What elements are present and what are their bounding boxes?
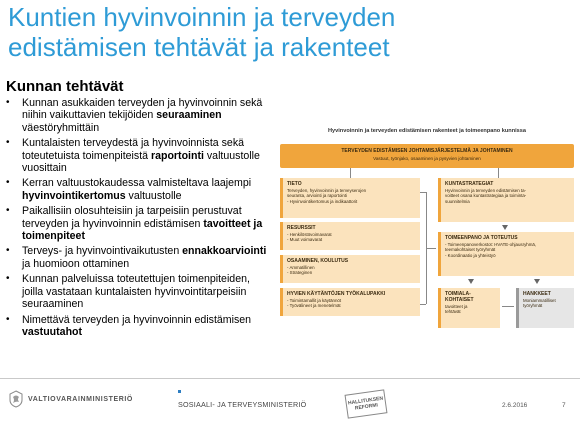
connector-line [350, 168, 351, 178]
section-heading: Kunnan tehtävät [6, 78, 124, 95]
ministry-of-social-affairs-label: SOSIAALI- JA TERVEYSMINISTERIÖ [178, 400, 307, 409]
bullet-item: • Kunnan palveluissa toteutettujen toimenpiteiden, joilla vastataan kuntalaisten hyvinvointitarpeisiin seuraaminen [4, 273, 272, 310]
reform-stamp: HALLITUKSEN REFORMI [345, 389, 388, 418]
toimialakohtaiset-box: TOIMIALA- KOHTAISET tavoitteet ja tehtävät [438, 288, 500, 328]
arrow-down-icon [468, 279, 474, 284]
hankkeet-box: HANKKEET Moniammatilliset työryhmät [516, 288, 574, 328]
double-arrow-line [502, 306, 514, 307]
ministry-of-finance-label: VALTIOVARAINMINISTERIÖ [28, 396, 133, 403]
stm-logo-mark [178, 390, 181, 393]
lion-crest-icon [8, 390, 24, 408]
connector-line [498, 168, 499, 178]
title-line-2: edistämisen tehtävät ja rakenteet [8, 32, 390, 62]
osaaminen-box: OSAAMINEN, KOULUTUS - Ammatillinen - Strateginen [280, 255, 420, 283]
bullet-item: • Terveys- ja hyvinvointivaikutusten ennakkoarviointi ja huomioon ottaminen [4, 245, 272, 270]
arrow-down-icon [534, 279, 540, 284]
slide-footer [0, 388, 580, 418]
resurssit-box: RESURSSIT - Henkilöstövoimavarat - Muut voimavarat [280, 222, 420, 250]
bullet-item: • Kuntalaisten terveydestä ja hyvinvoinnista sekä toteutetuista toimenpiteistä raportointi valtuustolle vuosittain [4, 137, 272, 174]
slide-title [8, 2, 578, 62]
kuntastrategiat-box: KUNTASTRATEGIAT Hyvinvoinnin ja terveyden edistämisen ta- voitteet osana kuntastrategiaa ja toiminta- suunnitelmia [438, 178, 574, 222]
arrow-down-icon [502, 225, 508, 230]
title-line-1: Kuntien hyvinvoinnin ja terveyden [8, 2, 396, 32]
bullet-item: • Nimettävä terveyden ja hyvinvoinnin edistämisen vastuutahot [4, 314, 272, 339]
footer-divider [0, 378, 580, 379]
structure-diagram [276, 122, 578, 340]
bullet-item: • Paikallisiin olosuhteisiin ja tarpeisiin perustuvat terveyden ja hyvinvoinnin edistämisen tavoitteet ja toimenpiteet [4, 205, 272, 242]
tieto-box: TIETO Terveyden, hyvinvoinnin ja terveyserojen seuranta, arviointi ja raportointi - Hyvinvointikertomus ja indikaattorit [280, 178, 420, 218]
page-number: 7 [562, 402, 566, 409]
task-bullet-list [4, 97, 272, 341]
toimeenpano-box: TOIMEENPANO JA TOTEUTUS - Toimeenpanoverkostot: HVATE-ohjausryhmä, teemakohtaiset työryhmät - Koordinaatio ja yhteistyö [438, 232, 574, 276]
diagram-title: Hyvinvoinnin ja terveyden edistämisen rakenteet ja toimeenpano kunnissa [327, 128, 527, 134]
slide-date: 2.6.2016 [502, 402, 528, 409]
tyokalupakki-box: HYVIEN KÄYTÄNTÖJEN TYÖKALUPAKKI - Toimintamallit ja käytännöt - Työvälineet ja menetelmät [280, 288, 420, 316]
management-system-box: TERVEYDEN EDISTÄMISEN JOHTAMISJÄRJESTELMÄ JA JOHTAMINEN Vastuut, työnjako, osaaminen ja pysyvien johtaminen [280, 144, 574, 168]
bullet-item: • Kerran valtuustokaudessa valmisteltava laajempi hyvinvointikertomus valtuustolle [4, 177, 272, 202]
bullet-item: • Kunnan asukkaiden terveyden ja hyvinvoinnin sekä niihin vaikuttavien tekijöiden seuraaminen väestöryhmittäin [4, 97, 272, 134]
